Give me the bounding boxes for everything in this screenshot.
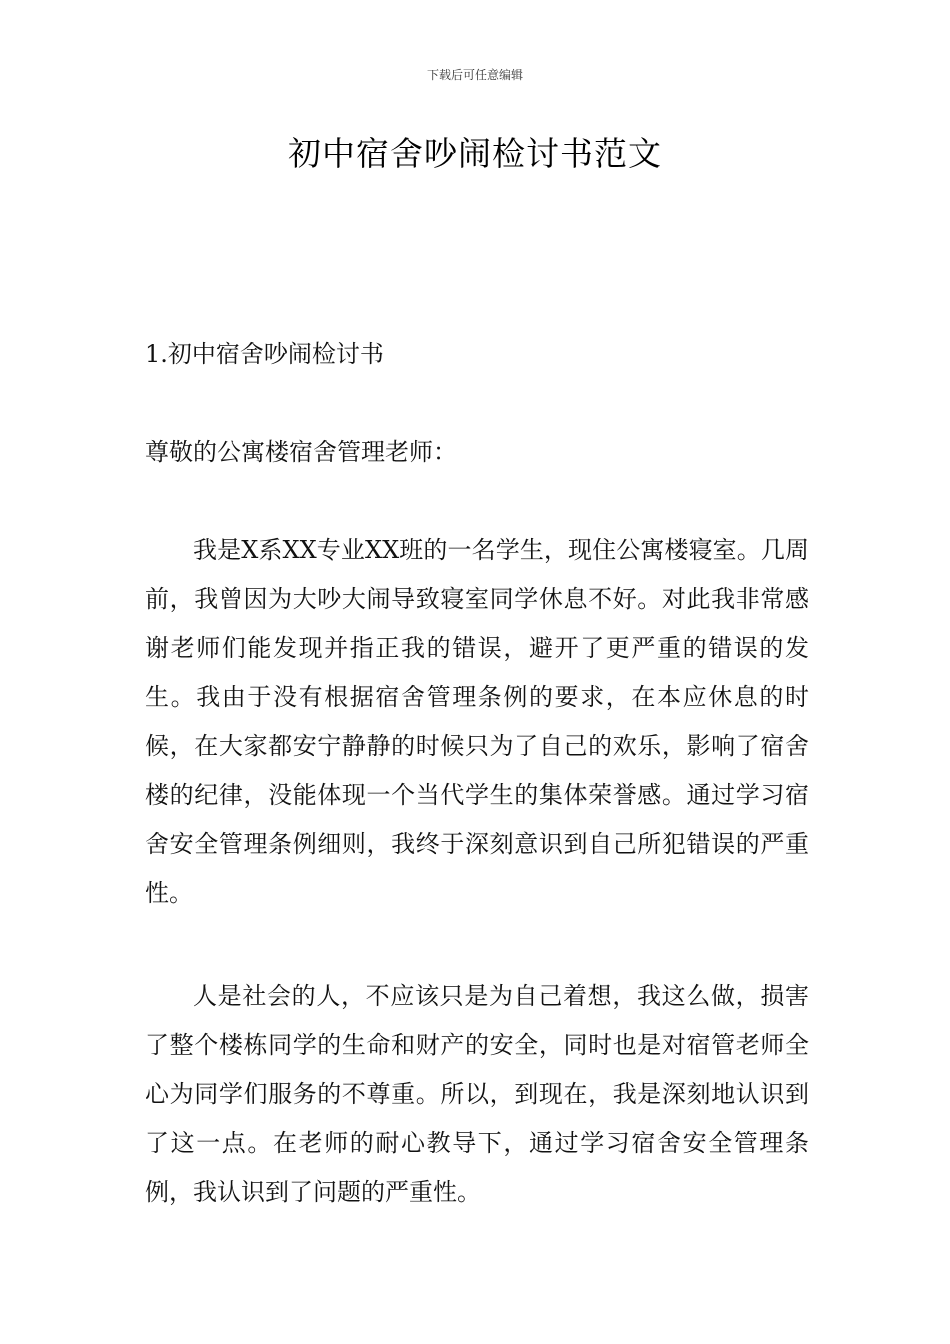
section-heading: 1.初中宿舍吵闹检讨书 bbox=[145, 340, 384, 368]
header-note: 下载后可任意编辑 bbox=[426, 68, 523, 82]
body-paragraph-2: 人是社会的人，不应该只是为自己着想，我这么做，损害了整个楼栋同学的生命和财产的安全，同时也是对宿管老师全心为同学们服务的不尊重。所以，到现在，我是深刻地认识到了这一点。在老师的耐心教导下，通过学习宿舍安全管理条例，我认识到了问题的严重性。 bbox=[145, 982, 809, 1206]
document-title: 初中宿舍吵闹检讨书范文 bbox=[288, 134, 662, 173]
body-paragraph-1: 我是X系XX专业XX班的一名学生，现住公寓楼寝室。几周前，我曾因为大吵大闹导致寝室同学休息不好。对此我非常感谢老师们能发现并指正我的错误，避开了更严重的错误的发生。我由于没有根据宿舍管理条例的要求，在本应休息的时候，在大家都安宁静静的时候只为了自己的欢乐，影响了宿舍楼的纪律，没能体现一个当代学生的集体荣誉感。通过学习宿舍安全管理条例细则，我终于深刻意识到自己所犯错误的严重性。 bbox=[145, 536, 809, 907]
salutation: 尊敬的公寓楼宿舍管理老师： bbox=[145, 438, 457, 466]
